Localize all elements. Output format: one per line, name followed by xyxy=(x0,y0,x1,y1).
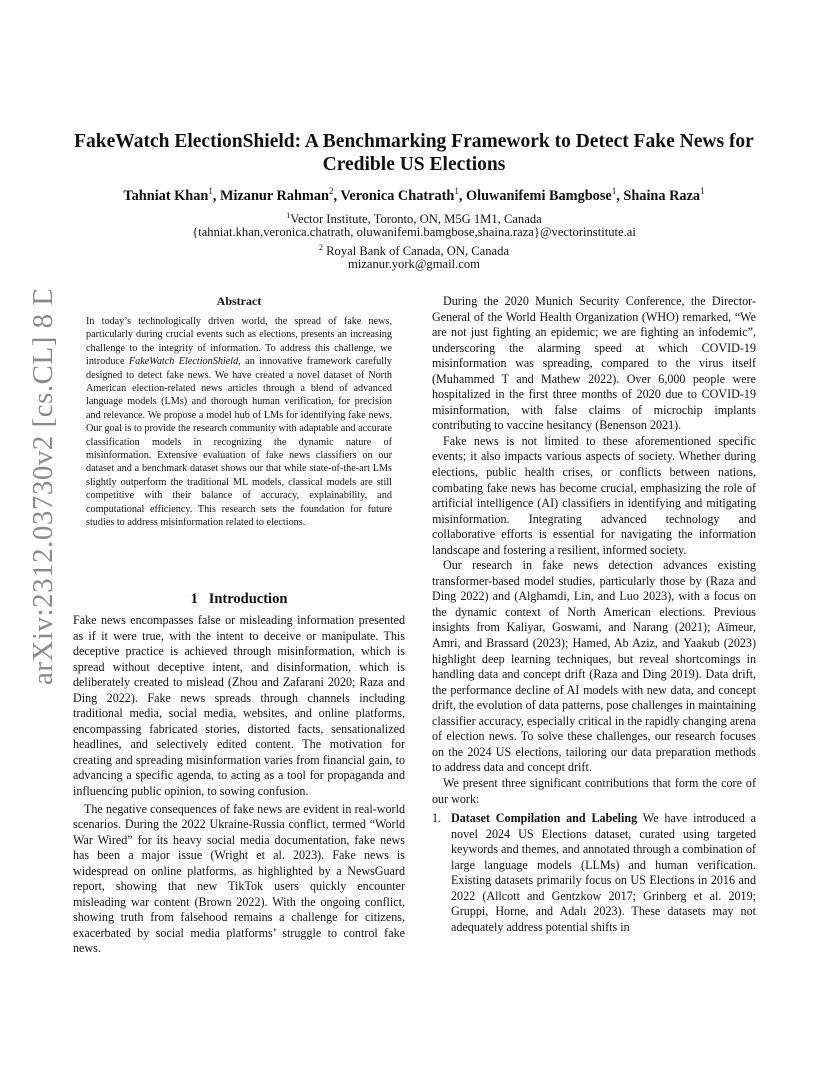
contribution-body: We have introduced a novel 2024 US Elections dataset, curated using targeted keywords and themes, and annotated through a combination of large language models (LLMs) and human verification. Existing datasets primarily focus on US Elections in 2016 and 2022 (Allcott and Gentzkow 2017; Grinberg et al. 2019; Gruppi, Horne, and Adalı 2023). These datasets may not adequately address potential shifts in xyxy=(451,811,757,934)
body-paragraph: Fake news encompasses false or misleading information presented as if it were true, with the intent to deceive or manipulate. This deceptive practice is achieved through misinformation, which is spread without deceptive intent, and disinformation, which is deliberately created to mislead (Zhou and Zafarani 2020; Raza and Ding 2022). Fake news spreads through channels including traditional media, social media, websites, and online platforms, encompassing fabricated stories, distorted facts, sensationalized headlines, and selectively edited content. The motivation for creating and spreading misinformation varies from financial gain, to advancing a specific agenda, to acting as a tool for propaganda and influencing public opinion, to sowing confusion. xyxy=(73,613,405,799)
left-column-body xyxy=(73,613,405,957)
abstract-text-part: , an innovative framework carefully designed to detect fake news. We have created a novel dataset of North American election-related news articles through a blend of advanced language models (LMs) and thorough human verification, for precision and relevance. We propose a model hub of LMs for identifying fake news. Our goal is to provide the research community with adaptable and accurate classification models in recognizing the dynamic nature of misinformation. Extensive evaluation of fake news classifiers on our dataset and a benchmark dataset shows our that while state-of-the-art LMs slightly outperform the traditional ML models, classical models are still competitive with their balance of accuracy, explainability, and computational efficiency. This research sets the foundation for future studies to address misinformation related to elections. xyxy=(86,356,392,529)
author-name: Oluwanifemi Bamgbose xyxy=(465,187,612,204)
section-heading-introduction xyxy=(73,591,405,608)
section-number: 1 xyxy=(190,591,198,607)
author-name: Shaina Raza xyxy=(623,187,701,204)
arxiv-id-text: arXiv:2312.03730v2 [cs.CL] 8 Dec 2023 xyxy=(27,290,59,685)
body-paragraph: During the 2020 Munich Security Conference, the Director-General of the World Health Organization (WHO) remarked, “We are not just fighting an epidemic; we are fighting an infodemic”, underscoring the alarming speed at which COVID-19 misinformation was spreading, compared to the virus itself (Muhammed T and Mathew 2022). Over 6,000 people were hospitalized in the first three months of 2020 due to COVID-19 misinformation, with false claims of microchip implants contributing to vaccine hesitancy (Benenson 2021). xyxy=(432,294,756,433)
arxiv-identifier-stamp xyxy=(8,290,68,690)
right-column-body xyxy=(432,294,756,935)
author-affil-sup: 2 xyxy=(328,186,334,196)
affiliation-text: Royal Bank of Canada, ON, Canada xyxy=(322,244,510,259)
body-paragraph: Our research in fake news detection advances existing transformer-based model studies, particularly those by (Raza and Ding 2022) and (Alghamdi, Lin, and Luo 2023), with a focus on the dynamic context of North American elections. Previous insights from Kaliyar, Goswami, and Narang (2021); Aïmeur, Amri, and Brassard (2023); Hamed, Ab Aziz, and Yaakub (2023) highlight deep learning techniques, but reveal shortcomings in handling data and concept drift (Raza and Ding 2019). Data drift, the performance decline of AI models with new data, and concept drift, the evolution of data patterns, pose challenges in maintaining classifier accuracy, especially critical in the rapidly changing arena of election news. To solve these challenges, our research focuses on the 2024 US elections, tailoring our data preparation methods to address data and concept drift. xyxy=(432,558,756,775)
author-affil-sup: 1 xyxy=(611,186,617,196)
abstract-heading: Abstract xyxy=(216,294,262,308)
contributions-list xyxy=(432,811,756,935)
affiliation-1-emails: {tahniat.khan,veronica.chatrath, oluwanifemi.bamgbose,shaina.raza}@vectorinstitute.ai xyxy=(192,225,636,239)
body-paragraph: The negative consequences of fake news are evident in real-world scenarios. During the 2022 Ukraine-Russia conflict, termed “World War Wired” for its heavy social media documentation, fake news has been a major issue (Wright et al. 2023). Fake news is widespread on online platforms, as highlighted by a NewsGuard report, showing that new TikTok users quickly encounter misleading war content (Brown 2022). With the ongoing conflict, showing truth from falsehood remains a challenge for citizens, exacerbated by social media platforms’ struggle to control fake news. xyxy=(73,801,405,956)
author-list: Tahniat Khan$^1$, Mizanur Rahman$^2$, Veronica Chatrath$^1$, Oluwanifemi Bamgbose$^1$, Shaina Raza$^1$ xyxy=(123,186,705,204)
affiliation-sup: 1 xyxy=(286,211,291,220)
framework-name: FakeWatch ElectionShield xyxy=(128,356,239,368)
affiliation-sup: 2 xyxy=(318,243,323,252)
section-title: Introduction xyxy=(208,591,288,607)
contribution-lead: Dataset Compilation and Labeling xyxy=(451,811,638,826)
affiliation-2-email: mizanur.york@gmail.com xyxy=(348,257,480,271)
author-name: Tahniat Khan xyxy=(123,187,209,204)
author-affil-sup: 1 xyxy=(208,186,213,196)
contribution-text xyxy=(451,811,756,935)
abstract-text-part: In today’s technologically driven world, the spread of fake news, particularly during crucial events such as elections, presents an increasing challenge to the integrity of information. To address this challenge, we introduce xyxy=(86,316,392,368)
author-name: Veronica Chatrath xyxy=(340,187,455,204)
body-paragraph: We present three significant contributions that form the core of our work: xyxy=(432,775,756,806)
paper-title: FakeWatch ElectionShield: A Benchmarking Framework to Detect Fake News for Credible US Elections xyxy=(74,131,754,175)
contribution-item xyxy=(432,811,756,935)
abstract-text xyxy=(86,315,392,530)
body-paragraph: Fake news is not limited to these aforementioned specific events; it also impacts various aspects of society. Whether during elections, public health crises, or conflicts between nations, combating fake news has become crucial, emphasizing the role of artificial intelligence (AI) classifiers in identifying and mitigating misinformation. Integrating advanced technology and collaborative efforts is essential for navigating the information landscape and fostering a resilient, informed society. xyxy=(432,433,756,557)
contribution-number: 1. xyxy=(432,811,442,826)
affiliation-text: Vector Institute, Toronto, ON, M5G 1M1, Canada xyxy=(290,212,542,227)
author-affil-sup: 1 xyxy=(700,186,705,196)
author-affil-sup: 1 xyxy=(454,186,459,196)
abstract-block xyxy=(86,294,392,530)
author-name: Mizanur Rahman xyxy=(219,187,329,204)
